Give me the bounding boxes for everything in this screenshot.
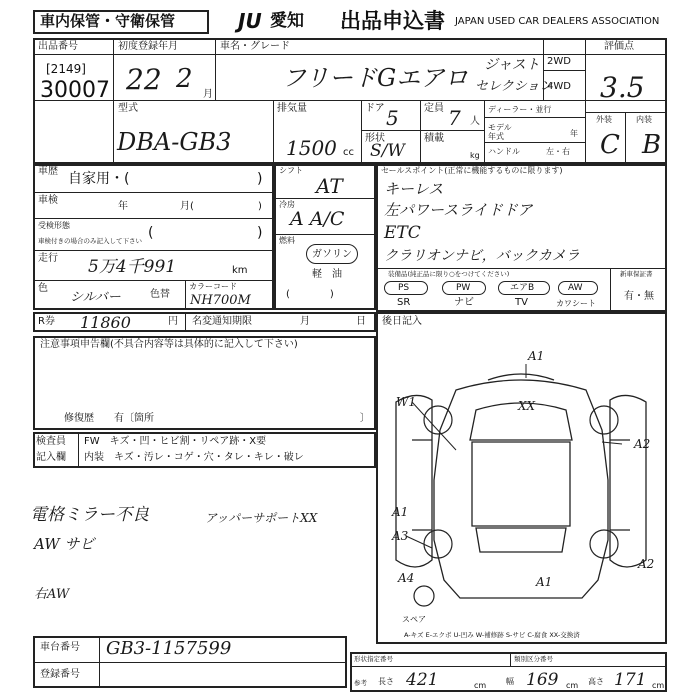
equipment-label: 装備品(純正品に限り○をつけてください): [388, 270, 510, 278]
cooling-label: 冷房: [279, 200, 295, 209]
interior-row: 内装 キズ・汚レ・コゲ・穴・タレ・キレ・破レ: [84, 452, 304, 463]
rear-label: 後日記入: [382, 316, 422, 327]
equip-aw: AW: [568, 283, 583, 293]
height-unit: cm: [652, 681, 665, 690]
drive-4wd: 4WD: [547, 81, 571, 92]
hand-note-1b: アッパーサポートXX: [205, 511, 318, 525]
dealer-label: ディーラー・並行: [488, 105, 552, 114]
shape-dim-label: 形状指定番号: [354, 655, 393, 663]
shape-label: 形状: [365, 133, 385, 144]
lot-sub: [2149]: [46, 62, 86, 76]
color-swap-label: 色替: [150, 289, 170, 300]
registration-label: 登録番号: [40, 669, 80, 680]
inspection-year: 年: [118, 201, 128, 212]
color-code: NH700M: [190, 293, 251, 308]
fw-row: FW キズ・凹・ヒビ割・リペア跡・X要: [84, 436, 267, 447]
category-label: 類別区分番号: [514, 655, 553, 663]
ref-label: 参考: [354, 679, 367, 687]
interior-grade: B: [642, 130, 662, 160]
shift: AT: [316, 174, 343, 198]
color-code-label: カラーコード: [189, 282, 237, 291]
length-unit: cm: [474, 681, 487, 690]
model-label: 型式: [118, 103, 138, 114]
mileage-label: 走行: [38, 253, 58, 264]
logo-text: 愛知: [270, 11, 304, 31]
car-right-side: [610, 395, 646, 567]
mark-w1: W1: [396, 395, 416, 409]
damage-legend: A-キズ E-エクボ U-凹み W-補修跡 S-サビ C-腐食 XX-交換済: [404, 631, 580, 639]
reg-month: 2: [176, 64, 193, 94]
load-label: 積載: [424, 133, 444, 144]
reg-date-label: 初度登録年月: [118, 41, 178, 52]
grade-line-2: セレクション: [475, 79, 553, 94]
wheel-front-right: [590, 406, 618, 434]
exterior-label: 外装: [596, 115, 612, 124]
model-code: DBA-GB3: [117, 128, 232, 156]
association-name: JAPAN USED CAR DEALERS ASSOCIATION: [455, 16, 660, 27]
inspection-label: 車検: [38, 195, 58, 206]
sales-line-2: 左パワースライドドア: [384, 201, 533, 219]
score: 3.5: [600, 71, 645, 104]
height-label: 高さ: [588, 677, 604, 686]
repair-close: 〕: [360, 413, 370, 424]
load-unit: kg: [470, 151, 480, 160]
warranty-label: 新車保証書: [620, 270, 653, 278]
mark-a2-right: A2: [634, 437, 651, 451]
sales-line-3: ETC: [384, 223, 421, 243]
equip-navi: ナビ: [454, 297, 474, 308]
inspection-close: ): [258, 201, 262, 212]
car-roof: [472, 442, 570, 526]
mark-a1-front: A1: [528, 349, 545, 363]
equip-leather: カワシート: [556, 299, 596, 308]
body-shape: S/W: [370, 141, 405, 161]
length: 421: [406, 670, 439, 690]
handle-label: ハンドル: [488, 147, 520, 156]
mark-a4: A4: [398, 571, 415, 585]
warranty-options: 有・無: [624, 291, 654, 302]
car-name-label: 車名・グレード: [220, 41, 290, 52]
cooling: A A/C: [290, 208, 345, 230]
seats: 7: [448, 106, 461, 130]
grade-line-1: ジャスト: [484, 57, 540, 73]
sales-line-1: キーレス: [384, 180, 444, 198]
fuel-label: 燃料: [279, 236, 295, 245]
car-rear-window: [476, 528, 566, 552]
mark-a1-left: A1: [392, 505, 409, 519]
seats-unit: 人: [470, 116, 480, 127]
displacement-unit: cc: [343, 147, 354, 158]
hand-note-1: 電格ミラー不良: [30, 505, 149, 525]
width: 169: [526, 670, 559, 690]
handle-options: 左・右: [546, 147, 570, 156]
form-title: 出品申込書: [340, 9, 445, 33]
interior-label: 内装: [636, 115, 652, 124]
model-year-label: モデル年式: [488, 123, 512, 141]
history-label: 車歴: [38, 166, 58, 177]
storage-note: 車内保管・守衛保管: [40, 12, 176, 30]
fuel-alt: 軽 油: [312, 269, 342, 280]
drive-2wd: 2WD: [547, 56, 571, 67]
hand-note-3: 右AW: [34, 587, 70, 602]
inspection-month: 月(: [180, 201, 194, 212]
mark-a1-rear: A1: [536, 575, 553, 589]
reg-year: 22: [126, 63, 162, 96]
color-label: 色: [38, 283, 48, 294]
spare-wheel: [414, 586, 434, 606]
sales-line-4: クラリオンナビ，バックカメラ: [384, 248, 580, 264]
shift-label: シフト: [279, 166, 303, 175]
car-diagram: [376, 330, 667, 630]
equip-tv: TV: [515, 297, 528, 308]
car-front-bumper: [488, 374, 554, 380]
equip-airbag: エアB: [510, 283, 535, 293]
color: シルバー: [70, 290, 121, 305]
equip-pw: PW: [456, 283, 471, 293]
doors-label: ドア: [365, 103, 385, 114]
recycle-label: R券: [38, 316, 55, 327]
notice-month: 月: [300, 316, 310, 327]
displacement-label: 排気量: [277, 103, 307, 114]
sales-points-label: セールスポイント(正常に機能するものに限ります): [381, 166, 563, 175]
length-label: 長さ: [378, 677, 394, 686]
mileage: 5万4千991: [88, 257, 177, 277]
doors: 5: [386, 106, 399, 130]
cert-close: ): [257, 225, 263, 241]
lot-label: 出品番号: [38, 41, 78, 52]
mileage-unit: km: [232, 265, 248, 276]
notes-label: 注意事項申告欄(不具合内容等は具体的に記入して下さい): [40, 339, 298, 350]
inspector-sub: 記入欄: [36, 452, 66, 463]
recycle-unit: 円: [168, 316, 178, 327]
score-label: 評価点: [604, 41, 634, 52]
car-name: フリードGエアロ: [282, 64, 469, 92]
mark-a3: A3: [392, 529, 409, 543]
chassis-label: 車台番号: [40, 642, 80, 653]
reg-month-unit: 月: [203, 89, 213, 100]
mark-a2-right-2: A2: [638, 557, 655, 571]
seats-label: 定員: [424, 103, 444, 114]
displacement: 1500: [286, 136, 337, 160]
model-year-unit: 年: [570, 129, 578, 138]
width-unit: cm: [566, 681, 579, 690]
notice-label: 名変通知期限: [192, 316, 252, 327]
notice-day: 日: [356, 316, 366, 327]
hand-note-2: AW サビ: [34, 535, 95, 553]
exterior-grade: C: [600, 130, 620, 160]
cert-label: 受検形態: [38, 221, 70, 230]
fuel-paren: ( ): [286, 289, 334, 300]
cert-open: (: [148, 225, 154, 241]
lot-number: 30007: [40, 78, 110, 103]
cert-note: 車検付きの場合のみ記入して下さい: [38, 237, 142, 245]
equip-ps: PS: [398, 283, 410, 293]
height: 171: [614, 670, 647, 690]
recycle-value: 11860: [80, 313, 131, 332]
equip-sr: SR: [397, 297, 411, 308]
width-label: 幅: [506, 677, 514, 686]
fuel: ガソリン: [312, 249, 352, 260]
spare-label: スペア: [402, 615, 426, 624]
history-close: ): [257, 171, 263, 187]
chassis-number: GB3-1157599: [106, 638, 232, 659]
mark-xx: XX: [518, 399, 536, 413]
inspector-label: 検査員: [36, 436, 66, 447]
logo-mark: JU: [238, 9, 262, 33]
repair-label: 修復歴 有〔箇所: [64, 413, 154, 424]
history: 自家用・(: [68, 171, 130, 187]
